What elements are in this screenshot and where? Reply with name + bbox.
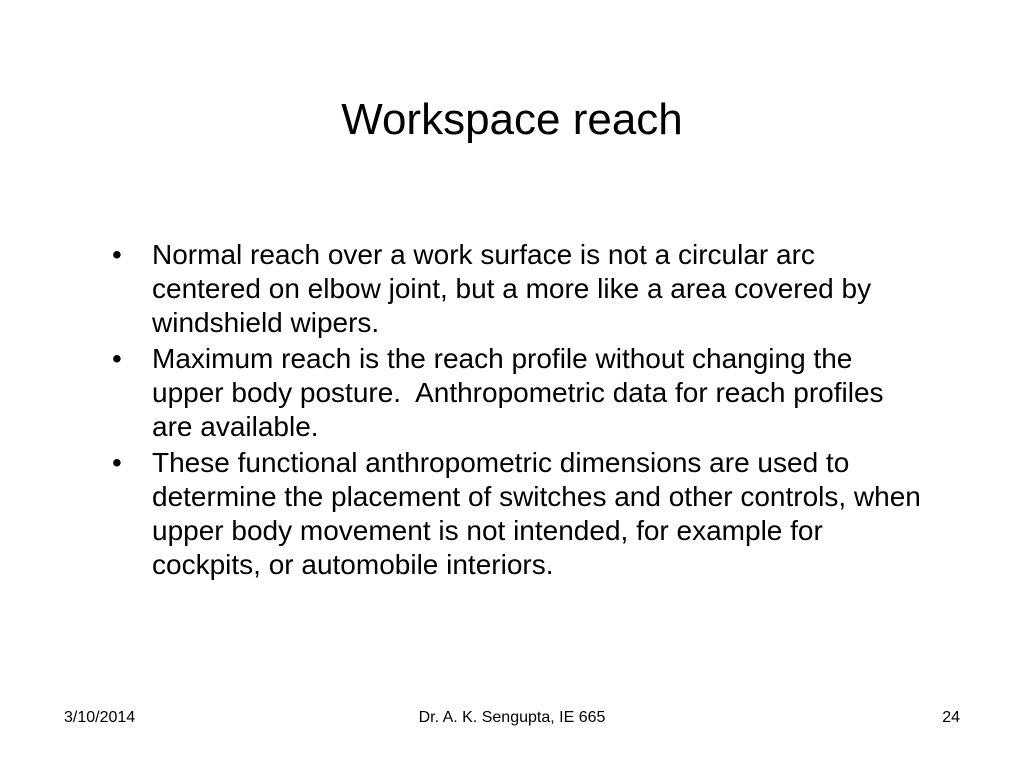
slide-title: Workspace reach [341, 95, 683, 144]
bullet-dot-icon: • [112, 343, 122, 374]
footer-author: Dr. A. K. Sengupta, IE 665 [418, 709, 606, 726]
bullet-list [112, 238, 922, 584]
bullet-text: These functional anthropometric dimensions are used to determine the placement of switches and other controls, when upper body movement is not intended, for example for cockpits, or automobile interiors. [152, 447, 921, 580]
footer-date: 3/10/2014 [64, 709, 136, 726]
bullet-dot-icon: • [112, 239, 122, 270]
bullet-item [112, 446, 922, 582]
bullet-text: Normal reach over a work surface is not a circular arc centered on elbow joint, but a more like a area covered by windshield wipers. [152, 239, 872, 338]
footer-page-number: 24 [942, 709, 960, 726]
bullet-item [112, 238, 922, 340]
bullet-item [112, 342, 922, 444]
bullet-text: Maximum reach is the reach profile without changing the upper body posture. Anthropometric data for reach profiles are available. [152, 343, 892, 442]
bullet-dot-icon: • [112, 447, 122, 478]
